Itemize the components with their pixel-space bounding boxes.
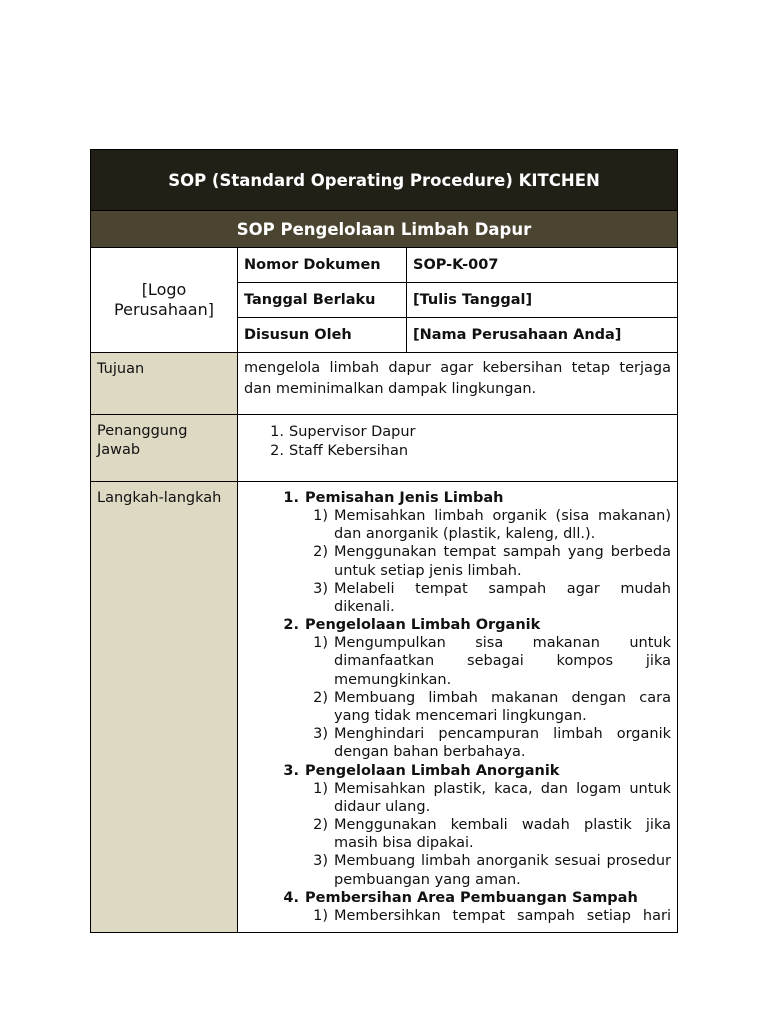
section-number: 4. (283, 889, 299, 906)
penanggung-jawab-label: Penanggung Jawab (91, 415, 238, 481)
sop-document (90, 149, 678, 933)
section-number: 2. (283, 617, 299, 634)
item-number: 3) (313, 726, 328, 743)
item-number: 2) (313, 817, 328, 834)
langkah-content (238, 482, 677, 932)
item-number: 3) (313, 580, 328, 597)
item-number: 1. (270, 424, 284, 440)
meta-value: SOP-K-007 (413, 257, 499, 273)
item-number: 1) (313, 907, 328, 924)
section-heading (244, 762, 671, 780)
penanggung-jawab-list (244, 421, 671, 461)
item-text: Menggunakan tempat sampah yang berbeda untuk setiap jenis limbah. (334, 544, 671, 579)
section-title: Pengelolaan Limbah Organik (305, 617, 541, 634)
item-number: 1) (313, 508, 328, 524)
list-item (244, 634, 671, 689)
meta-value: [Nama Perusahaan Anda] (413, 327, 622, 343)
document-meta (238, 248, 677, 352)
section-title: Pemisahan Jenis Limbah (305, 490, 504, 506)
meta-label: Tanggal Berlaku (238, 283, 407, 317)
item-text: Membuang limbah makanan dengan cara yang tidak mencemari lingkungan. (334, 689, 671, 725)
meta-label: Nomor Dokumen (238, 248, 407, 282)
meta-value: [Tulis Tanggal] (413, 292, 533, 308)
item-number: 2) (313, 689, 328, 706)
section-title: Pembersihan Area Pembuangan Sampah (305, 889, 638, 906)
tujuan-text: mengelola limbah dapur agar kebersihan tetap terjaga dan meminimalkan dampak lingkungan. (244, 360, 671, 397)
document-title: SOP (Standard Operating Procedure) KITCHEN (91, 150, 677, 211)
item-text: Memisahkan plastik, kaca, dan logam untuk didaur ulang. (334, 780, 671, 815)
penanggung-jawab-content (238, 415, 677, 481)
item-text: Melabeli tempat sampah agar mudah dikenali. (334, 580, 671, 616)
list-item (244, 780, 671, 816)
item-number: 3) (313, 853, 328, 870)
item-text: Mengumpulkan sisa makanan untuk dimanfaatkan sebagai kompos jika memungkinkan. (334, 635, 671, 688)
item-text: Membersihkan tempat sampah setiap hari (334, 907, 671, 924)
section-heading (244, 616, 671, 634)
langkah-row (91, 482, 677, 932)
document-subtitle: SOP Pengelolaan Limbah Dapur (91, 211, 677, 248)
logo-placeholder: [Logo Perusahaan] (91, 248, 238, 352)
item-number: 2) (313, 544, 328, 561)
section-title: Pengelolaan Limbah Anorganik (305, 762, 560, 779)
item-number: 2. (270, 443, 284, 459)
meta-label: Disusun Oleh (238, 318, 407, 352)
list-item (244, 442, 671, 461)
meta-row-nomor (238, 248, 677, 283)
section-heading (244, 889, 671, 907)
item-number: 1) (313, 635, 328, 652)
langkah-label: Langkah-langkah (91, 482, 238, 932)
list-item (244, 816, 671, 852)
section-number: 3. (283, 762, 299, 779)
list-item (244, 543, 671, 579)
section-heading (244, 489, 671, 507)
list-item (244, 423, 671, 442)
item-text: Memisahkan limbah organik (sisa makanan) dan anorganik (plastik, kaleng, dll.). (334, 508, 671, 543)
meta-row-disusun (238, 318, 677, 352)
meta-row-tanggal (238, 283, 677, 318)
item-text: Supervisor Dapur (289, 424, 416, 440)
list-item (244, 507, 671, 543)
item-text: Staff Kebersihan (289, 443, 409, 459)
header-info-row (91, 248, 677, 353)
item-text: Membuang limbah anorganik sesuai prosedur pembuangan yang aman. (334, 853, 671, 888)
item-number: 1) (313, 780, 328, 797)
tujuan-row (91, 353, 677, 415)
item-text: Menggunakan kembali wadah plastik jika masih bisa dipakai. (334, 817, 671, 852)
list-item (244, 907, 671, 925)
list-item (244, 725, 671, 761)
tujuan-label: Tujuan (91, 353, 238, 414)
section-number: 1. (283, 490, 299, 506)
penanggung-jawab-row (91, 415, 677, 482)
list-item (244, 689, 671, 725)
item-text: Menghindari pencampuran limbah organik dengan bahan berbahaya. (334, 726, 671, 761)
list-item (244, 580, 671, 616)
list-item (244, 852, 671, 888)
